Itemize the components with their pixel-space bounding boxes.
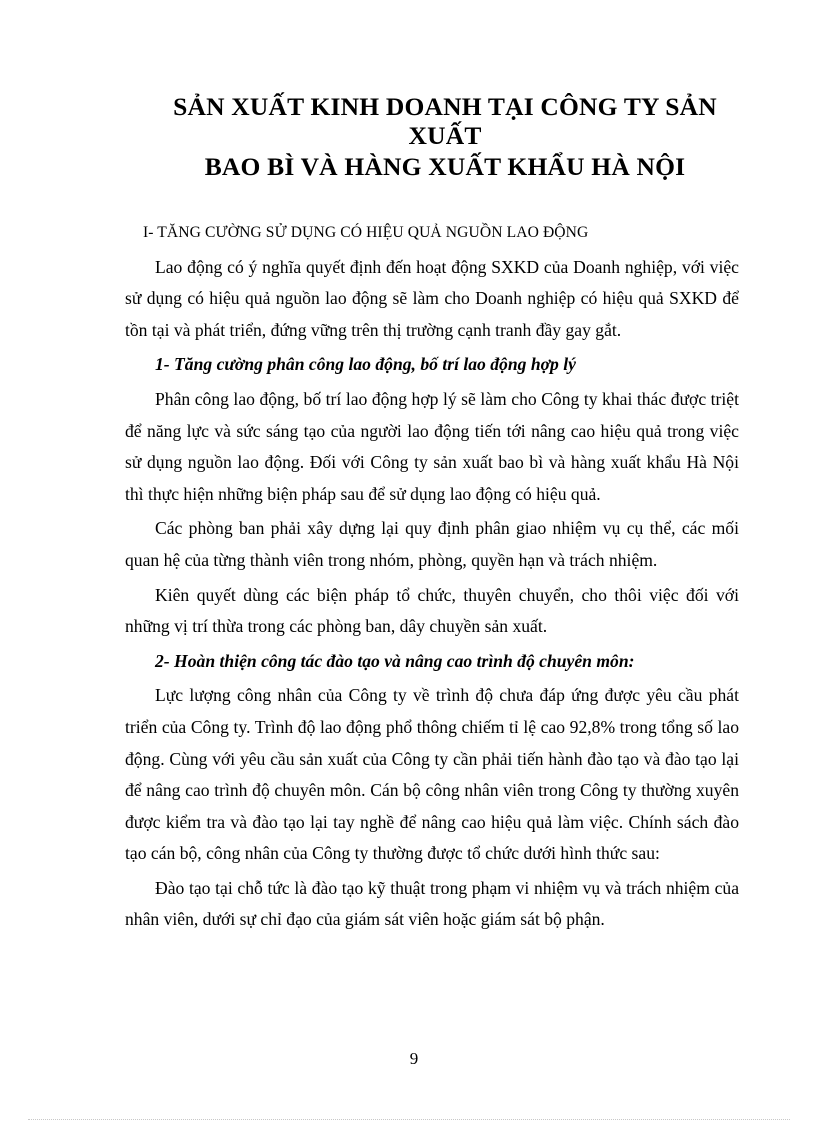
title-line-3: BAO BÌ VÀ HÀNG XUẤT KHẨU HÀ NỘI <box>204 152 686 181</box>
subsection-2-heading: 2- Hoàn thiện công tác đào tạo và nâng cao trình độ chuyên môn: <box>155 650 635 671</box>
subsection-1-heading: 1- Tăng cường phân công lao động, bố trí lao động hợp lý <box>155 354 576 375</box>
subsection-1-paragraph: Các phòng ban phải xây dựng lại quy định phân giao nhiệm vụ cụ thể, các mối quan hệ của từng thành viên trong nhóm, phòng, quyền hạn và trách nhiệm. <box>125 518 739 570</box>
intro-paragraph: Lao động có ý nghĩa quyết định đến hoạt động SXKD của Doanh nghiệp, với việc sử dụng có hiệu quả nguồn lao động sẽ làm cho Doanh nghiệp có hiệu quả SXKD để tồn tại và phát triển, đứng vững trên thị trường cạnh tranh đầy gay gắt. <box>125 256 739 340</box>
subsection-1-paragraph: Phân công lao động, bố trí lao động hợp lý sẽ làm cho Công ty khai thác được triệt để năng lực và sức sáng tạo của người lao động tiến tới nâng cao hiệu quả trong việc sử dụng nguồn lao động. Đối với Công ty sản xuất bao bì và hàng xuất khẩu Hà Nội thì thực hiện những biện pháp sau để sử dụng lao động có hiệu quả. <box>125 388 739 504</box>
subsection-2-paragraph: Đào tạo tại chỗ tức là đào tạo kỹ thuật trong phạm vi nhiệm vụ và trách nhiệm của nhân viên, dưới sự chỉ đạo của giám sát viên hoặc giám sát bộ phận. <box>125 877 739 930</box>
title-line-2: XUẤT <box>408 121 482 150</box>
section-heading: I- TĂNG CƯỜNG SỬ DỤNG CÓ HIỆU QUẢ NGUỒN LAO ĐỘNG <box>143 224 589 241</box>
subsection-2-paragraph: Lực lượng công nhân của Công ty về trình độ chưa đáp ứng được yêu cầu phát triển của Công ty. Trình độ lao động phổ thông chiếm tỉ lệ cao 92,8% trong tổng số lao động. Cùng với yêu cầu sản xuất của Công ty cần phải tiến hành đào tạo và đào tạo lại để nâng cao trình độ chuyên môn. Cán bộ công nhân viên trong Công ty thường xuyên được kiểm tra và đào tạo lại tay nghề để nâng cao hiệu quả làm việc. Chính sách đào tạo cán bộ, công nhân của Công ty thường được tổ chức dưới hình thức sau: <box>125 685 739 864</box>
subsection-1-paragraph: Kiên quyết dùng các biện pháp tổ chức, thuyên chuyển, cho thôi việc đối với những vị trí thừa trong các phòng ban, dây chuyền sản xuất. <box>125 584 739 637</box>
footer-divider <box>28 1119 790 1120</box>
document-body <box>125 217 739 939</box>
document-title <box>140 92 750 181</box>
page-number: 9 <box>409 1049 419 1068</box>
title-line-1: SẢN XUẤT KINH DOANH TẠI CÔNG TY SẢN <box>173 92 717 121</box>
